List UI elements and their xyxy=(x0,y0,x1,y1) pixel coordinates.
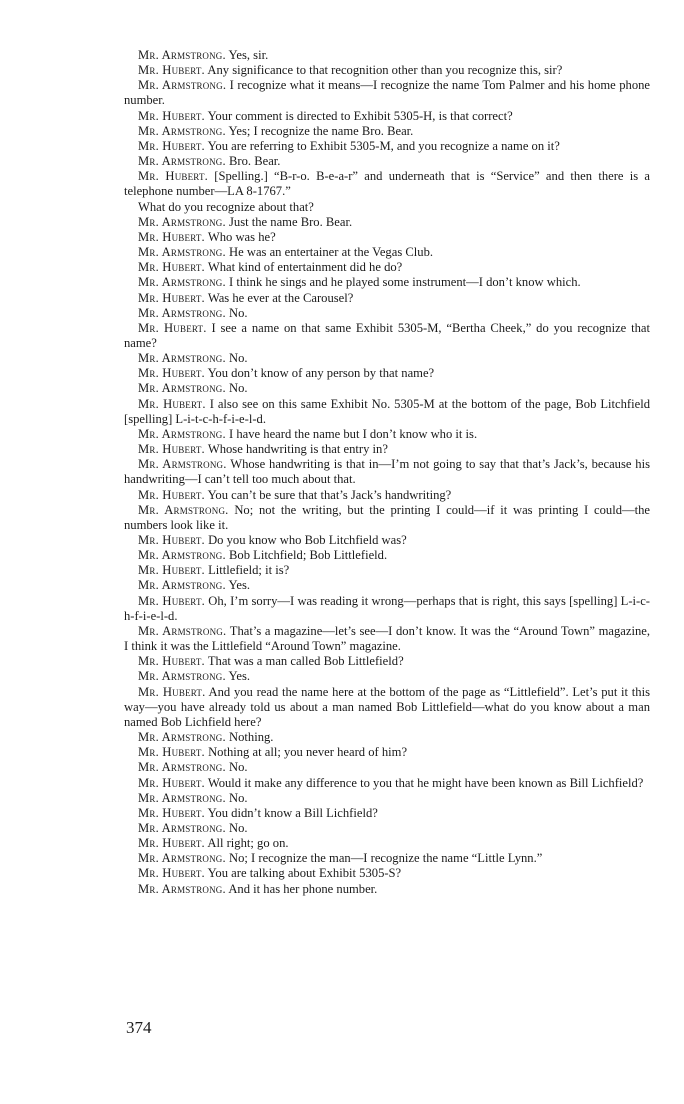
speaker-name: Mr. Hubert. xyxy=(138,63,205,78)
speaker-name: Mr. Armstrong. xyxy=(138,48,226,62)
transcript-paragraph xyxy=(124,215,650,230)
speech-text: Any significance to that recognition other than you recognize this, sir? xyxy=(207,63,563,78)
speaker-name: Mr. Hubert. xyxy=(138,533,205,547)
speech-text: No. xyxy=(229,760,248,775)
speech-text: Nothing at all; you never heard of him? xyxy=(208,745,408,760)
speech-text: That was a man called Bob Littlefield? xyxy=(207,654,404,669)
speech-text: Littlefield; it is? xyxy=(208,563,290,578)
speaker-name: Mr. Hubert. xyxy=(138,442,205,457)
transcript-paragraph xyxy=(124,200,650,215)
transcript-paragraph xyxy=(124,488,650,503)
speaker-name: Mr. Hubert. xyxy=(138,836,205,851)
transcript-paragraph xyxy=(124,427,650,442)
transcript-body xyxy=(124,48,650,897)
speaker-name: Mr. Armstrong. xyxy=(138,623,227,638)
speech-text: All right; go on. xyxy=(207,836,289,851)
transcript-paragraph xyxy=(124,548,650,563)
speech-text: What kind of entertainment did he do? xyxy=(207,260,403,275)
speech-text: You are talking about Exhibit 5305-S? xyxy=(207,866,402,881)
transcript-paragraph xyxy=(124,306,650,321)
transcript-paragraph xyxy=(124,260,650,275)
speech-text: Yes. xyxy=(228,578,251,593)
speaker-name: Mr. Hubert. xyxy=(138,654,205,669)
speech-text: I also see on this same Exhibit No. 5305-M at the bottom of the page, Bob Litchfield [spelling] L-i-t-c-h-f-i-e-l-d. xyxy=(124,396,650,426)
speaker-name: Mr. Hubert. xyxy=(138,487,205,502)
speech-text: [Spelling.] “B-r-o. B-e-a-r” and underneath that is “Service” and then there is a telephone number—LA 8-1767.” xyxy=(124,169,650,199)
transcript-paragraph xyxy=(124,594,650,624)
speech-text: No. xyxy=(229,351,248,366)
speech-text: Would it make any difference to you that he might have been known as Bill Lichfield? xyxy=(207,775,644,790)
transcript-paragraph xyxy=(124,275,650,290)
speaker-name: Mr. Hubert. xyxy=(138,320,207,335)
speaker-name: Mr. Armstrong. xyxy=(138,351,226,366)
transcript-paragraph xyxy=(124,821,650,836)
speech-text: No. xyxy=(229,305,248,320)
speaker-name: Mr. Armstrong. xyxy=(138,245,226,260)
speech-text: Just the name Bro. Bear. xyxy=(229,214,353,229)
transcript-paragraph xyxy=(124,169,650,199)
speech-text: Yes; I recognize the name Bro. Bear. xyxy=(228,123,414,138)
speech-text: What do you recognize about that? xyxy=(138,199,314,214)
speech-text: I have heard the name but I don’t know who it is. xyxy=(229,426,478,441)
speech-text: Nothing. xyxy=(229,730,274,745)
speaker-name: Mr. Armstrong. xyxy=(138,760,226,775)
transcript-paragraph xyxy=(124,397,650,427)
speech-text: You are referring to Exhibit 5305-M, and you recognize a name on it? xyxy=(207,138,560,153)
speaker-name: Mr. Armstrong. xyxy=(138,548,226,563)
speech-text: No. xyxy=(229,381,248,396)
speaker-name: Mr. Hubert. xyxy=(138,775,205,790)
transcript-paragraph xyxy=(124,836,650,851)
transcript-paragraph xyxy=(124,760,650,775)
transcript-paragraph xyxy=(124,776,650,791)
speech-text: He was an entertainer at the Vegas Club. xyxy=(229,245,434,260)
transcript-paragraph xyxy=(124,63,650,78)
speaker-name: Mr. Armstrong. xyxy=(138,426,226,441)
transcript-paragraph xyxy=(124,563,650,578)
speaker-name: Mr. Hubert. xyxy=(138,805,205,820)
speaker-name: Mr. Armstrong. xyxy=(138,214,226,229)
speech-text: And it has her phone number. xyxy=(228,881,378,896)
speech-text: I see a name on that same Exhibit 5305-M, “Bertha Cheek,” do you recognize that name? xyxy=(124,320,651,350)
speaker-name: Mr. Armstrong. xyxy=(138,305,226,320)
speaker-name: Mr. Armstrong. xyxy=(138,730,226,745)
transcript-paragraph xyxy=(124,533,650,548)
transcript-paragraph xyxy=(124,245,650,260)
speaker-name: Mr. Hubert. xyxy=(138,290,205,305)
transcript-paragraph xyxy=(124,381,650,396)
transcript-paragraph xyxy=(124,745,650,760)
speech-text: Yes, sir. xyxy=(228,48,269,62)
transcript-paragraph xyxy=(124,124,650,139)
transcript-paragraph xyxy=(124,578,650,593)
speech-text: Yes. xyxy=(228,669,251,684)
transcript-paragraph xyxy=(124,154,650,169)
transcript-paragraph xyxy=(124,806,650,821)
speaker-name: Mr. Armstrong. xyxy=(138,275,226,290)
transcript-paragraph xyxy=(124,139,650,154)
transcript-paragraph xyxy=(124,457,650,487)
transcript-paragraph xyxy=(124,730,650,745)
speaker-name: Mr. Hubert. xyxy=(138,366,205,381)
speaker-name: Mr. Hubert. xyxy=(138,745,205,760)
transcript-paragraph xyxy=(124,685,650,730)
speech-text: Bro. Bear. xyxy=(229,154,281,169)
speech-text: You don’t know of any person by that name? xyxy=(207,366,435,381)
speaker-name: Mr. Armstrong. xyxy=(138,457,227,472)
speaker-name: Mr. Armstrong. xyxy=(138,154,226,169)
speech-text: Who was he? xyxy=(207,229,276,244)
speaker-name: Mr. Armstrong. xyxy=(138,669,226,684)
speech-text: No; not the writing, but the printing I could—if it was printing I could—the numbers look like it. xyxy=(124,502,650,532)
speech-text: Was he ever at the Carousel? xyxy=(207,290,354,305)
transcript-paragraph xyxy=(124,866,650,881)
speaker-name: Mr. Armstrong. xyxy=(138,851,226,866)
speaker-name: Mr. Hubert. xyxy=(138,169,209,184)
speaker-name: Mr. Armstrong. xyxy=(138,78,227,93)
speaker-name: Mr. Hubert. xyxy=(138,866,205,881)
transcript-paragraph xyxy=(124,851,650,866)
speech-text: Bob Litchfield; Bob Littlefield. xyxy=(229,548,388,563)
transcript-paragraph xyxy=(124,669,650,684)
transcript-paragraph xyxy=(124,366,650,381)
speaker-name: Mr. Armstrong. xyxy=(138,820,226,835)
transcript-paragraph xyxy=(124,48,650,63)
speaker-name: Mr. Armstrong. xyxy=(138,790,226,805)
speech-text: No. xyxy=(229,820,248,835)
speaker-name: Mr. Armstrong. xyxy=(138,381,226,396)
transcript-paragraph xyxy=(124,503,650,533)
speech-text: Whose handwriting is that in—I’m not going to say that that’s Jack’s, because his handwriting—I can’t tell too much about that. xyxy=(124,457,651,487)
speech-text: I think he sings and he played some instrument—I don’t know which. xyxy=(229,275,581,290)
speaker-name: Mr. Hubert. xyxy=(138,563,205,578)
speech-text: And you read the name here at the bottom of the page as “Littlefield”. Let’s put it this way—you have already told us about a man named Bob Littlefield—what do you know about a man named Bob Lichfield here? xyxy=(124,684,650,729)
transcript-paragraph xyxy=(124,882,650,897)
speech-text: You didn’t know a Bill Lichfield? xyxy=(207,805,378,820)
speaker-name: Mr. Armstrong. xyxy=(138,123,226,138)
speech-text: You can’t be sure that that’s Jack’s handwriting? xyxy=(207,487,452,502)
transcript-paragraph xyxy=(124,230,650,245)
speaker-name: Mr. Hubert. xyxy=(138,593,206,608)
speaker-name: Mr. Hubert. xyxy=(138,396,206,411)
speaker-name: Mr. Armstrong. xyxy=(138,881,226,896)
speaker-name: Mr. Hubert. xyxy=(138,260,205,275)
speaker-name: Mr. Hubert. xyxy=(138,684,206,699)
transcript-paragraph xyxy=(124,109,650,124)
speech-text: No. xyxy=(229,790,248,805)
speech-text: Oh, I’m sorry—I was reading it wrong—perhaps that is right, this says [spelling] L-i-c-h-f-i-e-l-d. xyxy=(124,593,651,623)
speaker-name: Mr. Hubert. xyxy=(138,108,205,123)
transcript-paragraph xyxy=(124,791,650,806)
transcript-paragraph xyxy=(124,624,650,654)
transcript-paragraph xyxy=(124,442,650,457)
speaker-name: Mr. Armstrong. xyxy=(138,502,229,517)
speaker-name: Mr. Hubert. xyxy=(138,138,205,153)
speaker-name: Mr. Armstrong. xyxy=(138,578,226,593)
page-number: 374 xyxy=(126,1018,152,1037)
speech-text: Whose handwriting is that entry in? xyxy=(207,442,388,457)
transcript-paragraph xyxy=(124,78,650,108)
speech-text: Do you know who Bob Litchfield was? xyxy=(208,533,407,547)
transcript-paragraph xyxy=(124,321,650,351)
transcript-paragraph xyxy=(124,654,650,669)
speech-text: No; I recognize the man—I recognize the name “Little Lynn.” xyxy=(229,851,543,866)
transcript-paragraph xyxy=(124,291,650,306)
speaker-name: Mr. Hubert. xyxy=(138,229,205,244)
transcript-paragraph xyxy=(124,351,650,366)
speech-text: Your comment is directed to Exhibit 5305-H, is that correct? xyxy=(207,108,513,123)
speech-text: That’s a magazine—let’s see—I don’t know. It was the “Around Town” magazine, I think it was the Littlefield “Around Town” magazine. xyxy=(124,623,651,654)
speech-text: I recognize what it means—I recognize the name Tom Palmer and his home phone number. xyxy=(124,78,651,108)
